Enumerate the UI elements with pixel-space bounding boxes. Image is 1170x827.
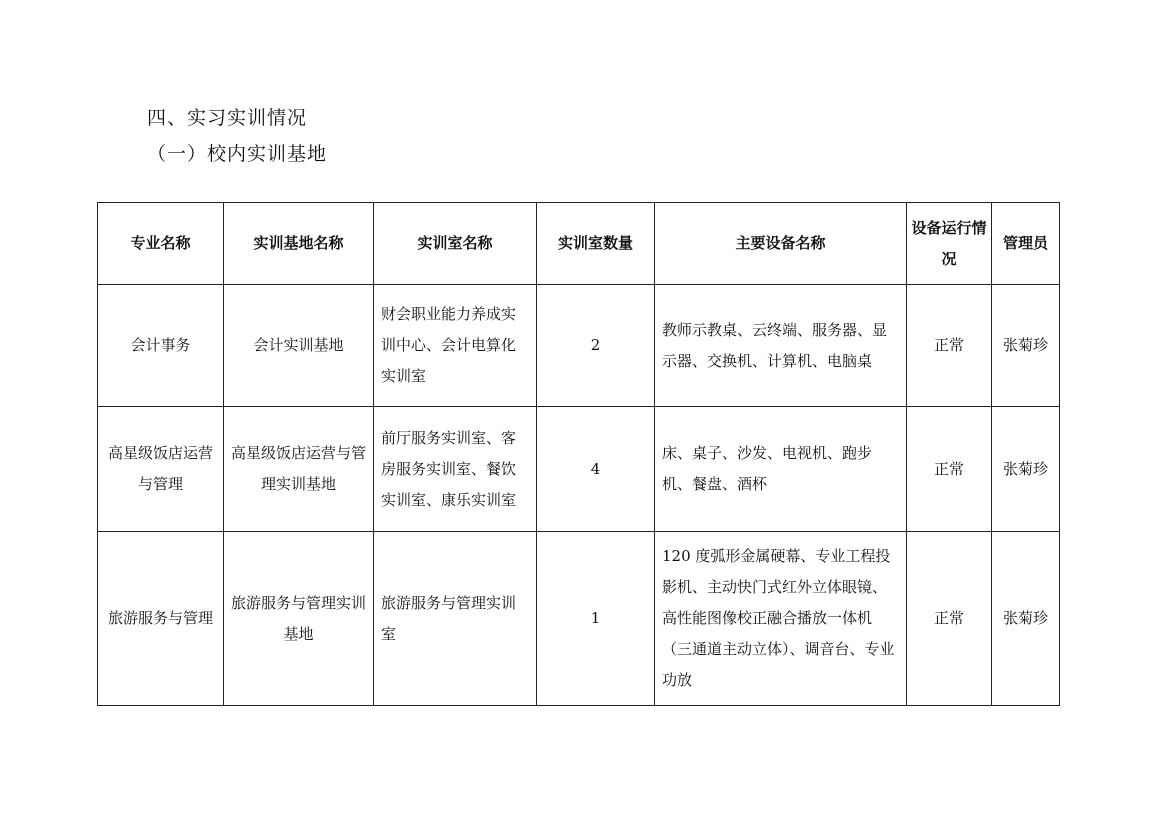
cell-admin: 张菊珍 [992,407,1060,532]
cell-major: 高星级饭店运营与管理 [98,407,224,532]
training-base-table [97,202,1060,706]
cell-equipment: 120 度弧形金属硬幕、专业工程投影机、主动快门式红外立体眼镜、高性能图像校正融合播放一体机（三通道主动立体）、调音台、专业功放 [655,532,907,706]
cell-room: 旅游服务与管理实训室 [374,532,537,706]
cell-equipment: 教师示教桌、云终端、服务器、显示器、交换机、计算机、电脑桌 [655,285,907,407]
table-header-row [98,203,1060,285]
header-room: 实训室名称 [374,203,537,285]
header-status: 设备运行情况 [907,203,992,285]
cell-admin: 张菊珍 [992,532,1060,706]
table-row [98,407,1060,532]
header-base: 实训基地名称 [224,203,374,285]
cell-count: 1 [537,532,655,706]
header-count: 实训室数量 [537,203,655,285]
cell-status: 正常 [907,532,992,706]
header-major: 专业名称 [98,203,224,285]
table-row [98,285,1060,407]
cell-count: 4 [537,407,655,532]
cell-room: 财会职业能力养成实训中心、会计电算化实训室 [374,285,537,407]
header-admin: 管理员 [992,203,1060,285]
section-subtitle: （一）校内实训基地 [147,143,328,165]
cell-base: 高星级饭店运营与管理实训基地 [224,407,374,532]
cell-room: 前厅服务实训室、客房服务实训室、餐饮实训室、康乐实训室 [374,407,537,532]
cell-status: 正常 [907,407,992,532]
cell-equipment: 床、桌子、沙发、电视机、跑步机、餐盘、酒杯 [655,407,907,532]
cell-base: 旅游服务与管理实训基地 [224,532,374,706]
cell-major: 旅游服务与管理 [98,532,224,706]
section-title: 四、实习实训情况 [147,107,308,129]
cell-status: 正常 [907,285,992,407]
table-row [98,532,1060,706]
cell-base: 会计实训基地 [224,285,374,407]
cell-count: 2 [537,285,655,407]
header-equipment: 主要设备名称 [655,203,907,285]
cell-major: 会计事务 [98,285,224,407]
cell-admin: 张菊珍 [992,285,1060,407]
